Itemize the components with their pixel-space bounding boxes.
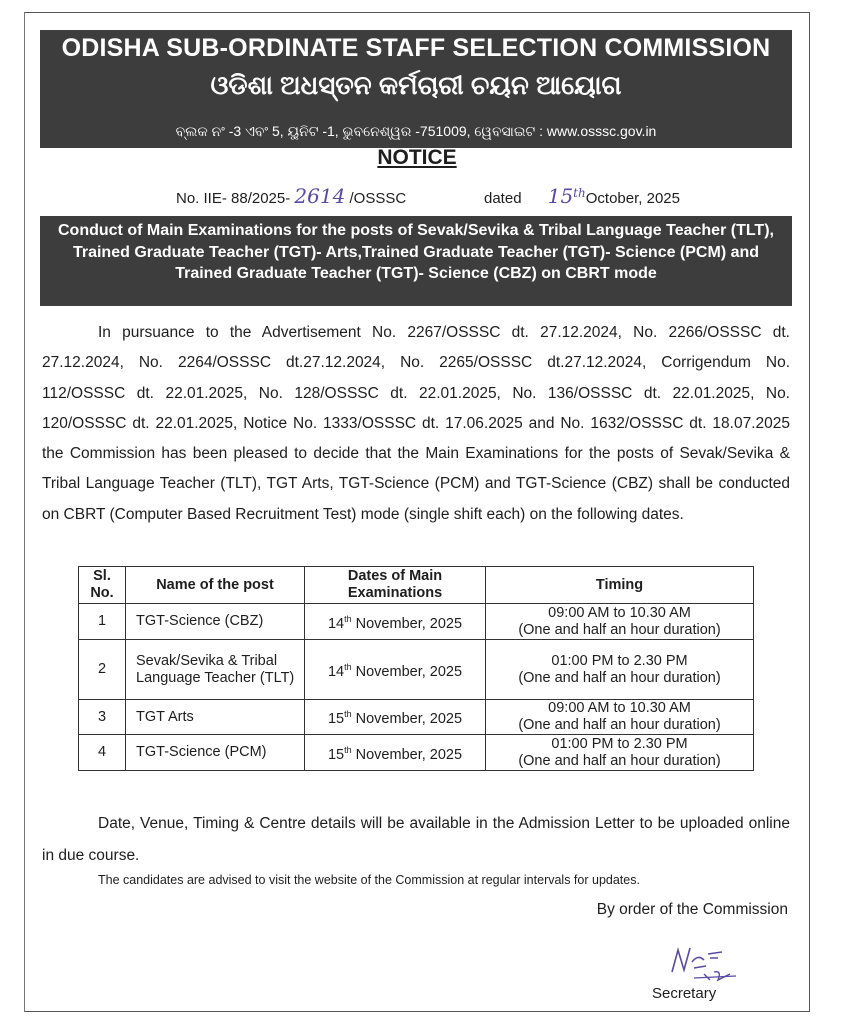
header-band bbox=[40, 30, 792, 148]
notice-title: NOTICE bbox=[377, 146, 457, 169]
row-duration: (One and half an hour duration) bbox=[518, 621, 721, 638]
date-handwritten-sup: th bbox=[573, 186, 586, 200]
row-date-month: November, 2025 bbox=[351, 663, 463, 680]
row-date-day: 15 bbox=[327, 746, 345, 763]
row-sl: 3 bbox=[79, 700, 126, 735]
ref-handwritten-number: 2614 bbox=[294, 184, 346, 208]
row-time: 09:00 AM to 10.30 AM bbox=[548, 700, 691, 716]
row-time: 01:00 PM to 2.30 PM bbox=[551, 735, 688, 752]
admission-letter-paragraph: Date, Venue, Timing & Centre details will be available in the Admission Letter to be uploaded online in due course. bbox=[42, 815, 790, 864]
table-row bbox=[79, 604, 754, 640]
row-date-month: November, 2025 bbox=[351, 746, 463, 763]
row-time: 09:00 AM to 10.30 AM bbox=[548, 604, 691, 621]
row-date-month: November, 2025 bbox=[351, 710, 463, 727]
org-name-odia: ଓଡିଶା ଅଧସ୍ତନ କର୍ମଚାରୀ ଚୟନ ଆୟୋଗ bbox=[210, 70, 622, 100]
header-exam-dates: Dates of Main Examinations bbox=[305, 567, 486, 604]
header-sl-no: Sl. No. bbox=[79, 567, 126, 604]
ref-prefix: No. IIE- 88/2025- bbox=[176, 190, 291, 207]
by-order-line: By order of the Commission bbox=[596, 901, 788, 918]
ref-suffix: /OSSSC bbox=[349, 190, 407, 207]
header-timing: Timing bbox=[486, 567, 754, 604]
row-sl: 1 bbox=[79, 604, 126, 640]
row-timing bbox=[486, 604, 754, 640]
org-address: ବ୍ଲକ ନଂ -3 ଏବଂ 5, ୟୁନିଟ -1, ଭୁବନେଶ୍ୱର -751009, ୱେବସାଇଟ : www.osssc.gov.in bbox=[175, 123, 657, 139]
row-date-sup: th bbox=[344, 744, 352, 755]
row-date bbox=[305, 700, 486, 735]
row-duration: (One and half an hour duration) bbox=[518, 717, 721, 733]
table-row bbox=[79, 700, 754, 735]
row-date bbox=[305, 640, 486, 700]
header-post-name: Name of the post bbox=[126, 567, 305, 604]
table-header-row bbox=[79, 567, 754, 604]
date-handwritten-day: 15 bbox=[547, 184, 574, 208]
row-date-month: November, 2025 bbox=[351, 615, 463, 632]
exam-schedule-table bbox=[78, 566, 754, 771]
notice-date bbox=[484, 184, 680, 208]
org-name-english: ODISHA SUB-ORDINATE STAFF SELECTION COMMISSION bbox=[61, 34, 771, 62]
secretary-title: Secretary bbox=[652, 985, 717, 1002]
row-post: TGT-Science (CBZ) bbox=[126, 604, 305, 640]
row-duration: (One and half an hour duration) bbox=[518, 752, 721, 769]
row-date-day: 14 bbox=[327, 663, 345, 680]
row-post: TGT Arts bbox=[126, 700, 305, 735]
row-time: 01:00 PM to 2.30 PM bbox=[551, 652, 688, 669]
row-date-sup: th bbox=[344, 613, 352, 624]
row-timing bbox=[486, 640, 754, 700]
row-timing bbox=[486, 700, 754, 735]
row-date bbox=[305, 604, 486, 640]
table-row bbox=[79, 735, 754, 771]
row-date bbox=[305, 735, 486, 771]
row-sl: 2 bbox=[79, 640, 126, 700]
row-date-day: 14 bbox=[327, 615, 345, 632]
candidate-advisory: The candidates are advised to visit the website of the Commission at regular intervals for updates. bbox=[98, 873, 640, 887]
row-post: TGT-Science (PCM) bbox=[126, 735, 305, 771]
row-timing bbox=[486, 735, 754, 771]
dated-label: dated bbox=[484, 190, 522, 207]
row-duration: (One and half an hour duration) bbox=[518, 669, 721, 686]
row-post: Sevak/Sevika & Tribal Language Teacher (TLT) bbox=[126, 640, 305, 700]
row-date-day: 15 bbox=[327, 710, 345, 727]
body-paragraph: In pursuance to the Advertisement No. 2267/OSSSC dt. 27.12.2024, No. 2266/OSSSC dt. 27.12.2024, No. 2264/OSSSC dt.27.12.2024, No. 2265/OSSSC dt.27.12.2024, Corrigendum No. 112/OSSSC dt. 22.01.2025, No. 128/OSSSC dt. 22.01.2025, No. 136/OSSSC dt. 22.01.2025, No. 120/OSSSC dt. 22.01.2025, Notice No. 1333/OSSSC dt. 17.06.2025 and No. 1632/OSSSC dt. 18.07.2025 the Commission has been pleased to decide that the Main Examinations for the posts of Sevak/Sevika & Tribal Language Teacher (TLT), TGT Arts, TGT-Science (PCM) and TGT-Science (CBZ) shall be conducted on CBRT (Computer Based Recruitment Test) mode (single shift each) on the following dates. bbox=[42, 324, 790, 523]
subject-band: Conduct of Main Examinations for the posts of Sevak/Sevika & Tribal Language Teacher (TLT), Trained Graduate Teacher (TGT)- Arts,Trained Graduate Teacher (TGT)- Science (PCM) and Trained Graduate Teacher (TGT)- Science (CBZ) on CBRT mode bbox=[40, 216, 792, 306]
row-date-sup: th bbox=[344, 661, 352, 672]
date-rest: October, 2025 bbox=[585, 190, 680, 207]
table-row bbox=[79, 640, 754, 700]
row-date-sup: th bbox=[344, 709, 352, 720]
row-sl: 4 bbox=[79, 735, 126, 771]
reference-number bbox=[176, 184, 406, 208]
secretary-signature bbox=[664, 940, 744, 988]
